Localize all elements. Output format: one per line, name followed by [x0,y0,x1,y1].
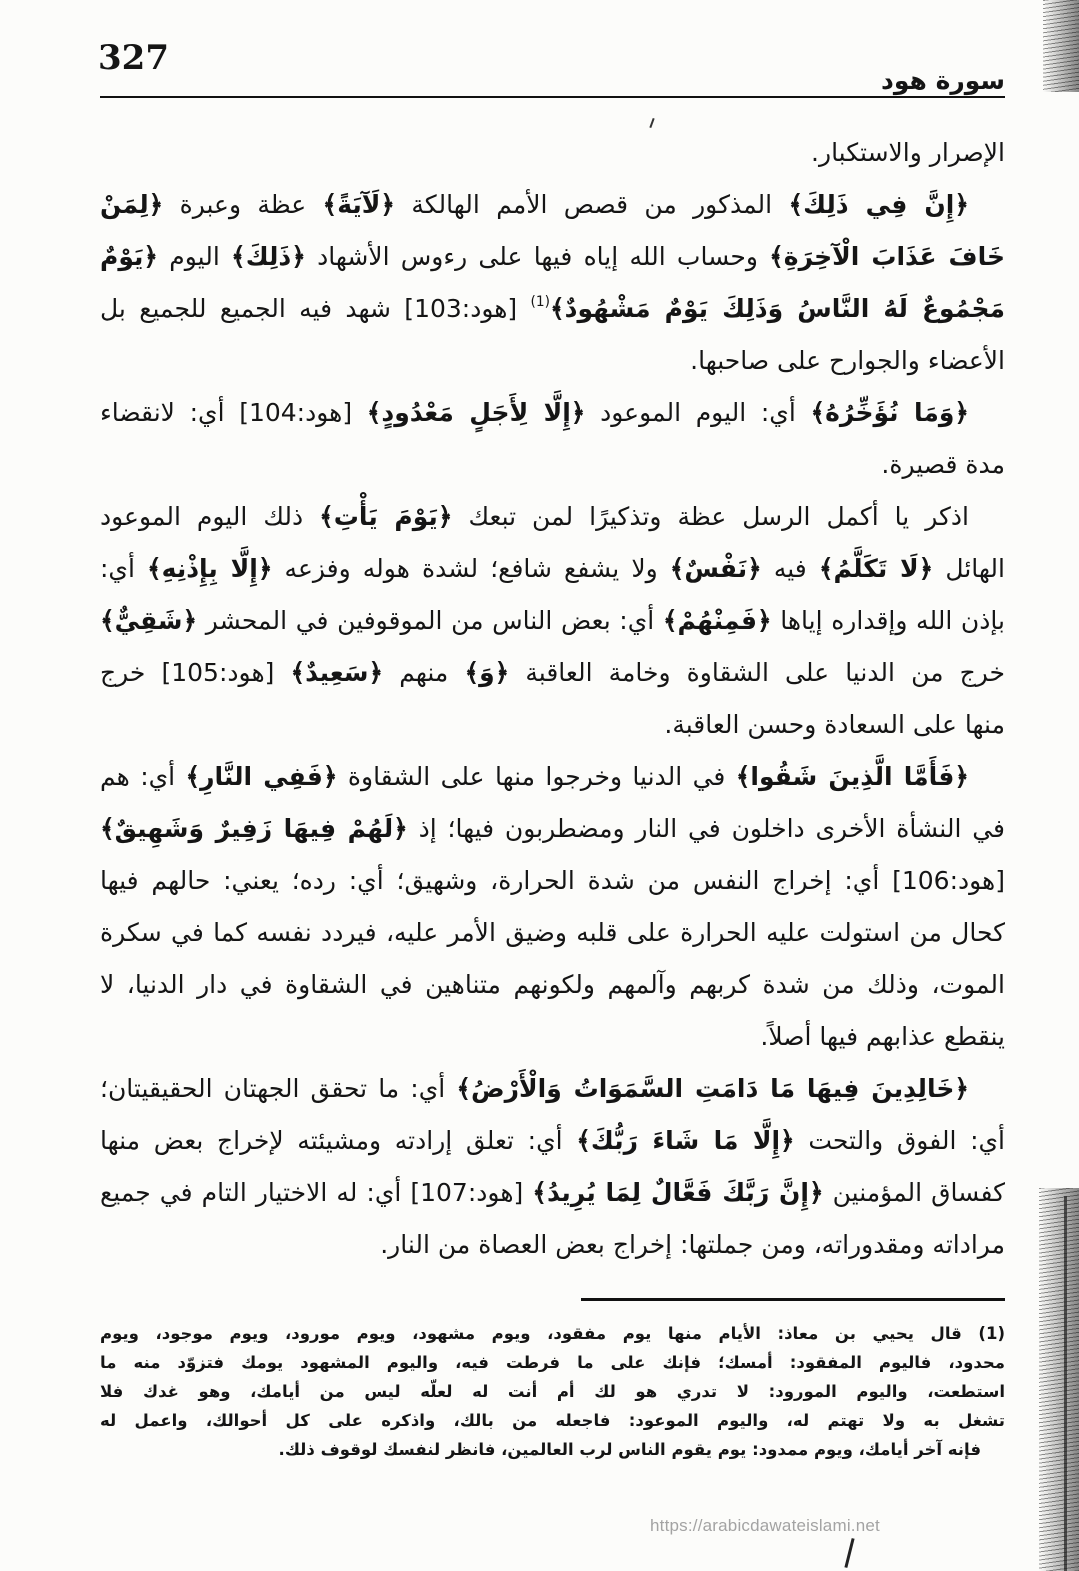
quran-quote: ﴿خَالِدِينَ فِيهَا مَا دَامَتِ السَّمَوَاتُ وَالْأَرْضُ﴾ [456,1074,969,1103]
paragraph [100,127,1005,179]
surah-title: سورة هود [881,66,1005,95]
commentary-text: مدة قصيرة. [881,450,1005,479]
scan-edge-shadow [1039,1188,1079,1571]
text-line [100,699,1005,751]
page-number: 327 [98,38,169,78]
commentary-text: [هود:105] خرج [100,658,291,687]
text-line [100,959,1005,1011]
text-line [100,595,1005,647]
text-line [100,439,1005,491]
commentary-text: كفساق المؤمنين [823,1178,1005,1207]
footnotes [100,1319,1005,1464]
quran-quote: ﴿فَمِنْهُمْ﴾ [662,606,772,635]
quran-quote: ﴿وَ﴾ [464,658,510,687]
quran-quote: ﴿يَوْمٌ [100,242,159,271]
footnote-line: محدود، فاليوم المفقود: أمسك؛ فإنك على ما فرطت فيه، واليوم المشهود يومك فتزوّد منه ما [100,1353,1005,1372]
text-line [100,491,1005,543]
footnote-line: تشغل به ولا تهتم له، واليوم الموعود: فاجعله من بالك، واذكره على كل أحوالك، واعمل له [100,1411,1005,1430]
text-line [100,1167,1005,1219]
quran-quote: ﴿لَهُمْ فِيهَا زَفِيرٌ وَشَهِيقٌ﴾ [100,814,408,843]
quran-quote: ﴿إِلَّا لِأَجَلٍ مَعْدُودٍ﴾ [366,398,586,427]
quran-quote: ﴿نَفْسٌ﴾ [669,554,762,583]
commentary-text: المذكور من قصص الأمم الهالكة [395,190,789,219]
commentary-text: ولا يشفع شافع؛ لشدة هوله وفزعه [272,554,670,583]
text-line [100,647,1005,699]
text-line [100,751,1005,803]
text-line [100,231,1005,283]
quran-quote: ﴿ذَلِكَ﴾ [231,242,306,271]
quran-quote: ﴿لَا تَكَلَّمُ﴾ [818,554,934,583]
commentary-text: أي: هم [100,762,186,791]
commentary-text: فيه [761,554,819,583]
text-line [100,855,1005,907]
paragraph [100,1063,1005,1271]
paragraph [100,387,1005,491]
text-line [100,907,1005,959]
commentary-text: أي: اليوم الموعود [585,398,811,427]
paragraph [100,179,1005,387]
commentary-text: أي: بعض الناس من الموقوفين في المحشر [197,606,663,635]
watermark-url: https://arabicdawateislami.net [650,1516,880,1535]
footnote-rule [581,1298,1005,1301]
paragraph [100,751,1005,1063]
commentary-text: [هود:103] شهد فيه الجميع للجميع بل [100,294,531,323]
quran-quote: خَافَ عَذَابَ الْآخِرَةِ﴾ [769,242,1005,271]
commentary-text: [هود:107] أي: له الاختيار التام في جميع [100,1178,533,1207]
commentary-text: عظة وعبرة [163,190,323,219]
commentary-text: أي: [100,554,148,583]
commentary-text: في الدنيا وخرجوا منها على الشقاوة [337,762,736,791]
quran-quote: ﴿إِنَّ رَبَّكَ فَعَّالٌ لِمَا يُرِيدُ﴾ [532,1178,824,1207]
quran-quote: ﴿شَقِيٌّ﴾ [100,606,198,635]
footnote-ref: (1) [530,294,551,310]
commentary-text: منهم [383,658,465,687]
text-line [100,803,1005,855]
commentary-text: بإذن الله وإقداره إياها [771,606,1005,635]
footnote-line: فإنه آخر أيامك، ويوم ممدود: يوم يقوم الناس لرب العالمين، فانظر لنفسك لوقوف ذلك. [278,1440,981,1459]
commentary-text: [هود:106] أي: إخراج النفس من شدة الحرارة، وشهيق؛ أي: رده؛ يعني: حالهم فيها [100,866,1005,895]
text-line [100,283,1005,335]
commentary-text: منها على السعادة وحسن العاقبة. [664,710,1005,739]
commentary-text: الأعضاء والجوارح على صاحبها. [690,346,1005,375]
commentary-text: ينقطع عذابهم فيها أصلاً. [760,1022,1005,1051]
commentary-text: أي: ما تحقق الجهتان الحقيقيتان؛ [100,1074,457,1103]
quran-quote: مَجْمُوعٌ لَهُ النَّاسُ وَذَلِكَ يَوْمٌ مَشْهُودٌ﴾ [550,294,1005,323]
commentary-text: [هود:104] أي: لانقضاء [100,398,367,427]
ink-speck [844,1538,854,1568]
commentary-text: كحال من استولت عليه الحرارة على قلبه وضيق الأمر عليه، فيردد نفسه كما في سكرة [100,918,1005,947]
footnote-line: استطعت، واليوم المورود: لا تدري هو لك أم أنت له لعلّه ليس من أيامك، وهو غدك فلا [100,1382,1005,1401]
commentary-text: أي: الفوق والتحت [794,1126,1005,1155]
scan-edge-line [1064,1196,1067,1571]
quran-quote: ﴿لَآيَةً﴾ [322,190,396,219]
quran-quote: ﴿يَوْمَ يَأْتِ﴾ [319,502,453,531]
commentary-text: مراداته ومقدوراته، ومن جملتها: إخراج بعض العصاة من النار. [380,1230,1005,1259]
paragraph [100,491,1005,751]
commentary-text: أي: تعلق إرادته ومشيئته لإخراج بعض منها [100,1126,577,1155]
text-line [100,1063,1005,1115]
text-line [100,387,1005,439]
commentary-text: الموت، وذلك من شدة كربهم وآلمهم ولكونهم متناهين في الشقاوة في دار الدنيا، لا [100,970,1005,999]
footnote-line: (1) قال يحيي بن معاذ: الأيام منها يوم مفقود، ويوم مشهود، ويوم مورود، ويوم موجود، ويوم [100,1324,1005,1343]
commentary-text: الإصرار والاستكبار. [811,138,1005,167]
commentary-text: اليوم [158,242,232,271]
text-line [100,179,1005,231]
commentary-text: اذكر يا أكمل الرسل عظة وتذكيرًا لمن تبعك [452,502,970,531]
quran-quote: ﴿سَعِيدٌ﴾ [290,658,384,687]
commentary-text: وحساب الله إياه فيها على رءوس الأشهاد [305,242,770,271]
text-line [100,127,1005,179]
quran-quote: ﴿لِمَنْ [100,190,164,219]
text-line [100,1115,1005,1167]
text-line [100,543,1005,595]
commentary-text: ذلك اليوم الموعود [100,502,320,531]
text-line [100,335,1005,387]
quran-quote: ﴿إِلَّا مَا شَاءَ رَبُّكَ﴾ [576,1126,795,1155]
quran-quote: ﴿إِلَّا بِإِذْنِهِ﴾ [147,554,273,583]
quran-quote: ﴿فَأَمَّا الَّذِينَ شَقُوا﴾ [735,762,970,791]
quran-quote: ﴿وَمَا نُؤَخِّرُهُ﴾ [810,398,970,427]
commentary-text: في النشأة الأخرى داخلون في النار ومضطربون فيها؛ إذ [407,814,1005,843]
scan-edge-shadow [1043,0,1079,92]
text-line [100,1011,1005,1063]
text-line [100,1219,1005,1271]
commentary-text: الهائل [933,554,1005,583]
header-rule [100,96,1005,98]
quran-quote: ﴿فَفِي النَّارِ﴾ [185,762,338,791]
main-text [100,127,1005,1271]
commentary-text: خرج من الدنيا على الشقاوة وخامة العاقبة [509,658,1005,687]
quran-quote: ﴿إِنَّ فِي ذَلِكَ﴾ [788,190,969,219]
